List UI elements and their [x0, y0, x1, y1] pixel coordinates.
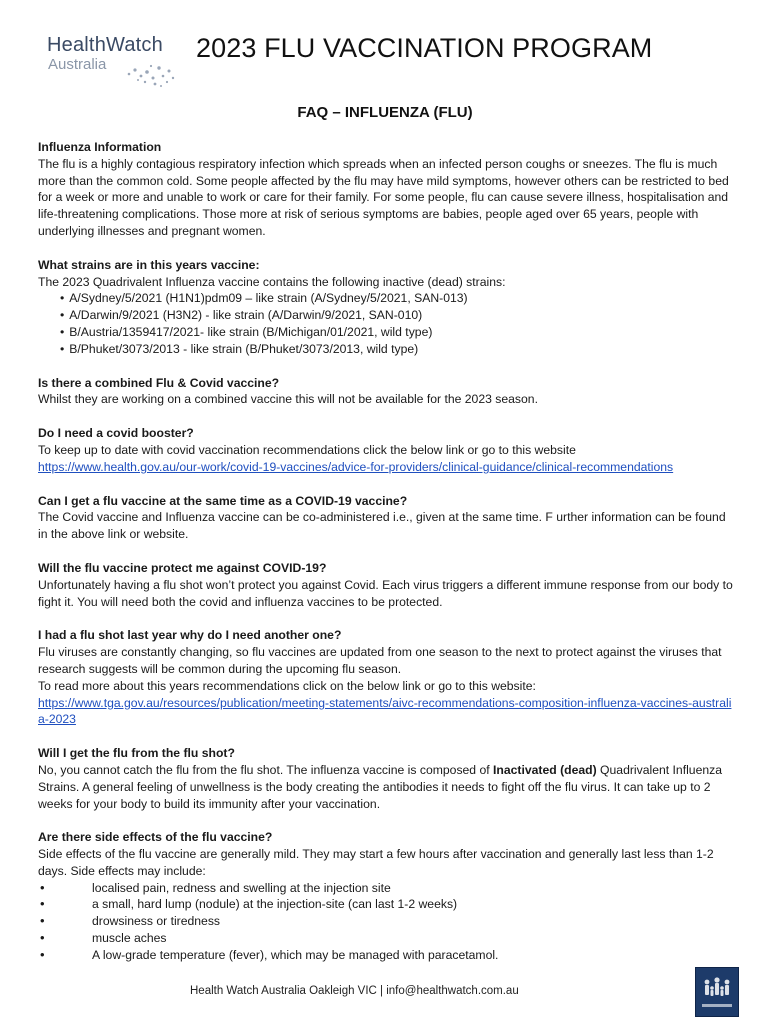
section-text: The 2023 Quadrivalent Influenza vaccine contains the following inactive (dead) strains: [38, 274, 506, 289]
logo-dots-icon [123, 54, 183, 94]
text-part: No, you cannot catch the flu from the flu shot. The influenza vaccine is composed of [38, 762, 494, 777]
list-item: • muscle aches [38, 930, 738, 947]
section-side-effects [38, 829, 738, 963]
section-text [38, 762, 738, 812]
text-bold: Inactivated (dead) [493, 762, 597, 777]
list-item: • localised pain, redness and swelling at the injection site [38, 880, 738, 897]
section-covid-booster [38, 425, 738, 475]
section-text: Flu viruses are constantly changing, so flu vaccines are updated from one season to the next to protect against the viruses that research suggests will be common during the upcoming flu season. [38, 645, 722, 676]
healthwatch-logo [47, 34, 177, 94]
section-heading: What strains are in this years vaccine: [38, 257, 260, 272]
section-text: The flu is a highly contagious respiratory infection which spreads when an infected person coughs or sneezes. The flu is much more than the common cold. Some people affected by the flu may have mild symptoms, however others can be restricted to bed for a week or more and unable to work or care for their family. For some people, flu can cause severe illness, hospitalisation and life-threatening complications. Those more at risk of serious symptoms are babies, people aged over 65 years, people with underlying illnesses and pregnant women. [38, 156, 729, 238]
logo-subtitle: Australia [48, 56, 107, 73]
section-combined-vaccine [38, 375, 738, 409]
health-gov-link[interactable]: https://www.health.gov.au/our-work/covid-19-vaccines/advice-for-providers/clinical-guidance/clinical-recommendations [38, 459, 674, 474]
footer-contact: Health Watch Australia Oakleigh VIC | info@healthwatch.com.au [190, 985, 519, 997]
section-text: To read more about this years recommendations click on the below link or go to this website: [38, 678, 536, 693]
section-text: The Covid vaccine and Influenza vaccine can be co-administered i.e., given at the same time. F urther information can be found in the above link or website. [38, 510, 726, 542]
section-flu-from-shot [38, 745, 738, 812]
section-last-year [38, 627, 738, 728]
section-heading: Are there side effects of the flu vaccine? [38, 830, 273, 845]
section-text: To keep up to date with covid vaccination recommendations click the below link or go to this website [38, 442, 576, 457]
section-heading: I had a flu shot last year why do I need another one? [38, 628, 342, 643]
list-item: • a small, hard lump (nodule) at the injection-site (can last 1-2 weeks) [38, 896, 738, 913]
section-heading: Will I get the flu from the flu shot? [38, 746, 235, 761]
section-heading: Is there a combined Flu & Covid vaccine? [38, 375, 280, 390]
logo-name: HealthWatch [47, 34, 163, 56]
list-item: • A low-grade temperature (fever), which may be managed with paracetamol. [38, 947, 738, 964]
strain-list [38, 290, 738, 357]
accreditation-badge [695, 967, 739, 1017]
tga-link[interactable]: https://www.tga.gov.au/resources/publication/meeting-statements/aivc-recommendations-composition-influenza-vaccines-australia-2023 [38, 695, 732, 727]
section-text: Side effects of the flu vaccine are generally mild. They may start a few hours after vaccination and generally last less than 1-2 days. Side effects may include: [38, 847, 714, 878]
badge-people-icon [696, 968, 738, 1016]
section-heading: Will the flu vaccine protect me against COVID-19? [38, 560, 327, 575]
text-part: Quadrivalent Influenza Strains. A general feeling of unwellness is the body creating the antibodies it needs to fight off the flu virus. It can take up to 2 weeks for your body to build its immunity after your vaccination. [38, 762, 722, 811]
section-heading: Do I need a covid booster? [38, 426, 194, 441]
section-text: Unfortunately having a flu shot won’t protect you against Covid. Each virus triggers a different immune response from our body to fight it. You will need both the covid and influenza vaccines to be protected. [38, 577, 733, 609]
list-item: • B/Austria/1359417/2021- like strain (B/Michigan/01/2021, wild type) [60, 324, 738, 341]
section-heading: Influenza Information [38, 140, 162, 154]
section-influenza-information [38, 139, 738, 240]
list-item: • drowsiness or tiredness [38, 913, 738, 930]
faq-content [38, 139, 738, 981]
section-same-time [38, 493, 738, 543]
list-item: • B/Phuket/3073/2013 - like strain (B/Phuket/3073/2013, wild type) [60, 341, 738, 358]
page-subtitle: FAQ – INFLUENZA (FLU) [297, 104, 473, 121]
section-text: Whilst they are working on a combined vaccine this will not be available for the 2023 season. [38, 392, 538, 407]
page-title: 2023 FLU VACCINATION PROGRAM [196, 33, 653, 63]
section-covid-protection [38, 560, 738, 610]
section-heading: Can I get a flu vaccine at the same time as a COVID-19 vaccine? [38, 493, 408, 508]
list-item: • A/Darwin/9/2021 (H3N2) - like strain (A/Darwin/9/2021, SAN-010) [60, 307, 738, 324]
list-item: • A/Sydney/5/2021 (H1N1)pdm09 – like strain (A/Sydney/5/2021, SAN-013) [60, 290, 738, 307]
section-strains [38, 257, 738, 358]
side-effects-list [38, 880, 738, 964]
